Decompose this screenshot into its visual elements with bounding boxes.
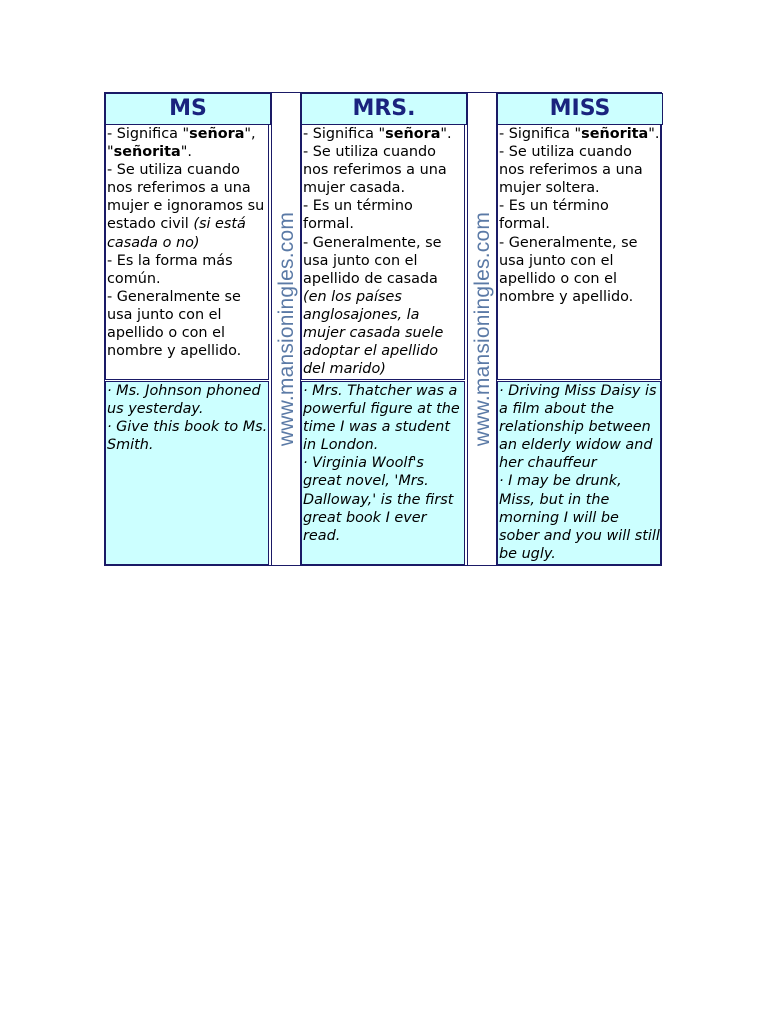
watermark-text-2: www.mansioningles.com: [471, 211, 494, 447]
titles-table: [104, 92, 662, 566]
column-header-mrs: MRS.: [301, 93, 467, 125]
example-miss-1: · Driving Miss Daisy is a film about the relationship between an elderly widow and her chauffeur: [499, 383, 657, 472]
column-mrs: [301, 93, 467, 565]
examples-miss: [497, 381, 661, 565]
examples-ms: [105, 381, 269, 565]
example-ms-2: · Give this book to Ms. Smith.: [107, 419, 268, 454]
column-ms: [105, 93, 271, 565]
example-miss-2: · I may be drunk, Miss, but in the morning I will be sober and you will still be ugly.: [499, 473, 660, 562]
separator-2: [467, 93, 497, 565]
example-mrs-2: · Virginia Woolf's great novel, 'Mrs. Dalloway,' is the first great book I ever read.: [303, 455, 454, 544]
example-mrs-1: · Mrs. Thatcher was a powerful figure at the time I was a student in London.: [303, 383, 460, 454]
definition-miss: - Significa "señorita". - Se utiliza cuando nos referimos a una mujer soltera. - Es un término formal. - Generalmente, se usa junto con el apellido o con el nombre y apellido.: [497, 124, 661, 380]
example-ms-1: · Ms. Johnson phoned us yesterday.: [107, 383, 261, 418]
column-miss: [497, 93, 663, 565]
definition-ms: - Significa "señora", "señorita". - Se utiliza cuando nos referimos a una mujer e ignoramos su estado civil (si está casada o no) - Es la forma más común. - Generalmente se usa junto con el apellido o con el nombre y apellido.: [105, 124, 269, 380]
column-header-ms: MS: [105, 93, 271, 125]
watermark-text-1: www.mansioningles.com: [275, 211, 298, 447]
separator-1: [271, 93, 301, 565]
column-header-miss: MISS: [497, 93, 663, 125]
definition-mrs: - Significa "señora". - Se utiliza cuando nos referimos a una mujer casada. - Es un término formal. - Generalmente, se usa junto con el apellido de casada (en los países anglosajones, la mujer casada suele adoptar el apellido del marido): [301, 124, 465, 380]
examples-mrs: [301, 381, 465, 565]
